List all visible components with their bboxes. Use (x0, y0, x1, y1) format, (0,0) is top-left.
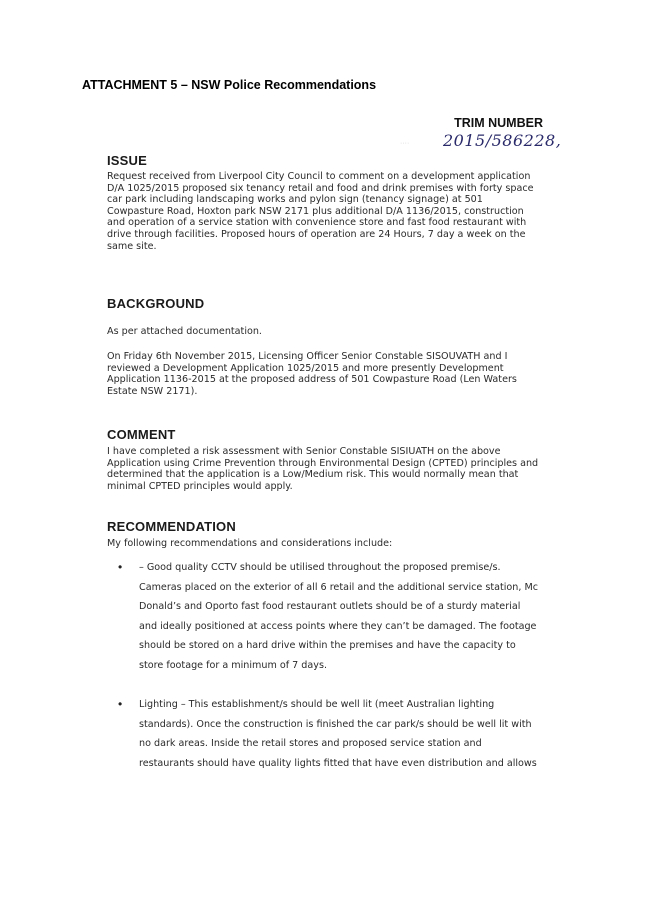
comment-body: I have completed a risk assessment with Senior Constable SISIUATH on the above Application using Crime Prevention through Environmental Design (CPTED) principles and determined that the application is a Low/Medium risk. This would normally mean that minimal CPTED principles would apply. (107, 446, 539, 492)
background-para-1: As per attached documentation. (107, 326, 262, 337)
faint-stamp-mark: ···· (400, 140, 410, 147)
background-para-2: On Friday 6th November 2015, Licensing Officer Senior Constable SISOUVATH and I reviewed a Development Application 1025/2015 and more presently Development Application 1136-2015 at the proposed address of 501 Cowpasture Road (Len Waters Estate NSW 2171). (107, 351, 517, 397)
recommendation-bullet-cctv: – Good quality CCTV should be utilised throughout the proposed premise/s. Cameras placed on the exterior of all 6 retail and the additional service station, Mc Donald’s and Oporto fast food restaurant outlets should be of a sturdy material and ideally positioned at access points where they can’t be damaged. The footage should be stored on a hard drive within the premises and have the capacity to store footage for a minimum of 7 days. (139, 562, 539, 671)
issue-body: Request received from Liverpool City Council to comment on a development application D/A 1025/2015 proposed six tenancy retail and food and drink premises with forty space car park including landscaping works and pylon sign (tenancy signage) at 501 Cowpasture Road, Hoxton park NSW 2171 plus additional D/A 1136/2015, construction and operation of a service station with convenience store and fast food restaurant with drive through facilities. Proposed hours of operation are 24 Hours, 7 day a week on the same site. (107, 171, 534, 252)
comment-heading: COMMENT (107, 427, 176, 442)
bullet-icon: • (118, 560, 123, 574)
recommendation-bullet-lighting: Lighting – This establishment/s should be well lit (meet Australian lighting standards). Once the construction is finished the car park/s should be well lit with no dark areas. Inside the retail stores and proposed service station and restaurants should have quality lights fitted that have even distribution and allows (139, 699, 537, 769)
bullet-icon: • (118, 697, 123, 711)
recommendation-intro: My following recommendations and considerations include: (107, 538, 393, 549)
background-heading: BACKGROUND (107, 296, 205, 311)
trim-number-label: TRIM NUMBER (454, 116, 543, 130)
recommendation-heading: RECOMMENDATION (107, 519, 236, 534)
issue-heading: ISSUE (107, 153, 148, 168)
attachment-title: ATTACHMENT 5 – NSW Police Recommendations (82, 78, 377, 92)
trim-number-value: 2015/586228, (443, 131, 562, 150)
